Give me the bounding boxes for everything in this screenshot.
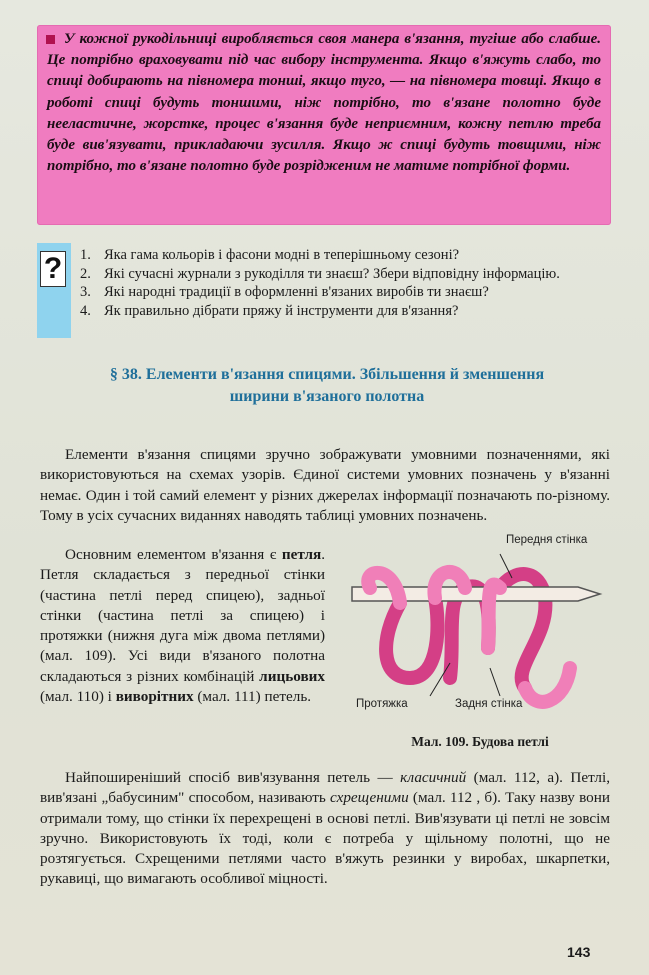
question-item: 1. Яка гама кольорів і фасони модні в теперішньому сезоні? <box>80 247 460 263</box>
questions-list <box>80 246 600 320</box>
page-number: 143 <box>567 944 591 960</box>
front-wall-label: Передня стінка <box>506 534 588 546</box>
paragraph-methods: Найпоширеніший спосіб вив'язування петель — класичний (мал. 112, а). Петлі, вив'язані „бабусиним" способом, називають схрещеними (мал. 112 , б). Таку назву вони отримали тому, що стінки їх перехрещені в основі петлі. Вив'язувати ці петлі не зовсім зручно. Використовують їх тоді, коли є потреба у щільному полотні, що не розтягується. Схрещеними петлями часто в'яжуть резинки у виробах, шкарпетки, рукавиці, що вимагають особливої міцності. <box>40 769 610 888</box>
back-wall-label: Задня стінка <box>455 698 523 710</box>
pull-label: Протяжка <box>356 698 408 710</box>
question-item: 2. Які сучасні журнали з рукоділля ти знаєш? Збери відповідну інформацію. <box>80 265 560 282</box>
question-item: 4. Як правильно дібрати пряжу й інструменти для в'язання? <box>80 302 459 319</box>
section-heading: § 38. Елементи в'язання спицями. Збільшення й зменшення ширини в'язаного полотна <box>109 366 545 405</box>
figure-caption: Мал. 109. Будова петлі <box>411 734 549 749</box>
question-item: 3. Які народні традиції в оформленні в'язаних виробів ти знаєш? <box>80 284 489 300</box>
paragraph-loop: Основним елементом в'язання є петля. Петля складається з передньої стінки (частина петлі перед спицею), задньої стінки (частина петлі за спицею) і протяжки (нижня дуга між двома петлями) (мал. 109). Усі види в'язаного полотна складаються з різних комбінацій лицьових (мал. 110) і виворітних (мал. 111) петель. <box>40 546 325 706</box>
note-text: У кожної рукодільниці виробляється своя манера в'язання, тугіше або слабше. Це потрібно враховувати під час вибору інструмента. Якщо в'яжуть слабо, то спиці добирають на півномера тонші, якщо туго, — на півномера товщі. Якщо в роботі спиці будуть тоншими, ніж потрібно, то в'язане полотно буде нееластичне, жорстке, процес в'язання буде неприємним, кожну петлю треба буде вив'язувати, прикладаючи зусилля. Якщо ж спиці будуть товщими, ніж потрібно, то в'язане полотно буде розрідженим не матиме потрібної форми. <box>47 31 601 175</box>
loop-structure-figure <box>340 528 620 738</box>
question-mark-icon: ? <box>40 251 66 287</box>
note-box <box>37 25 611 225</box>
paragraph-intro: Елементи в'язання спицями зручно зображувати умовними позначеннями, які використовуються на схемах узорів. Єдиної системи умовних позначень у в'язанні немає. Один і той самий елемент у різних джерелах інформації позначають по-різному. Тому в усіх сучасних виданнях наводять таблиці умовних позначень. <box>40 446 610 524</box>
